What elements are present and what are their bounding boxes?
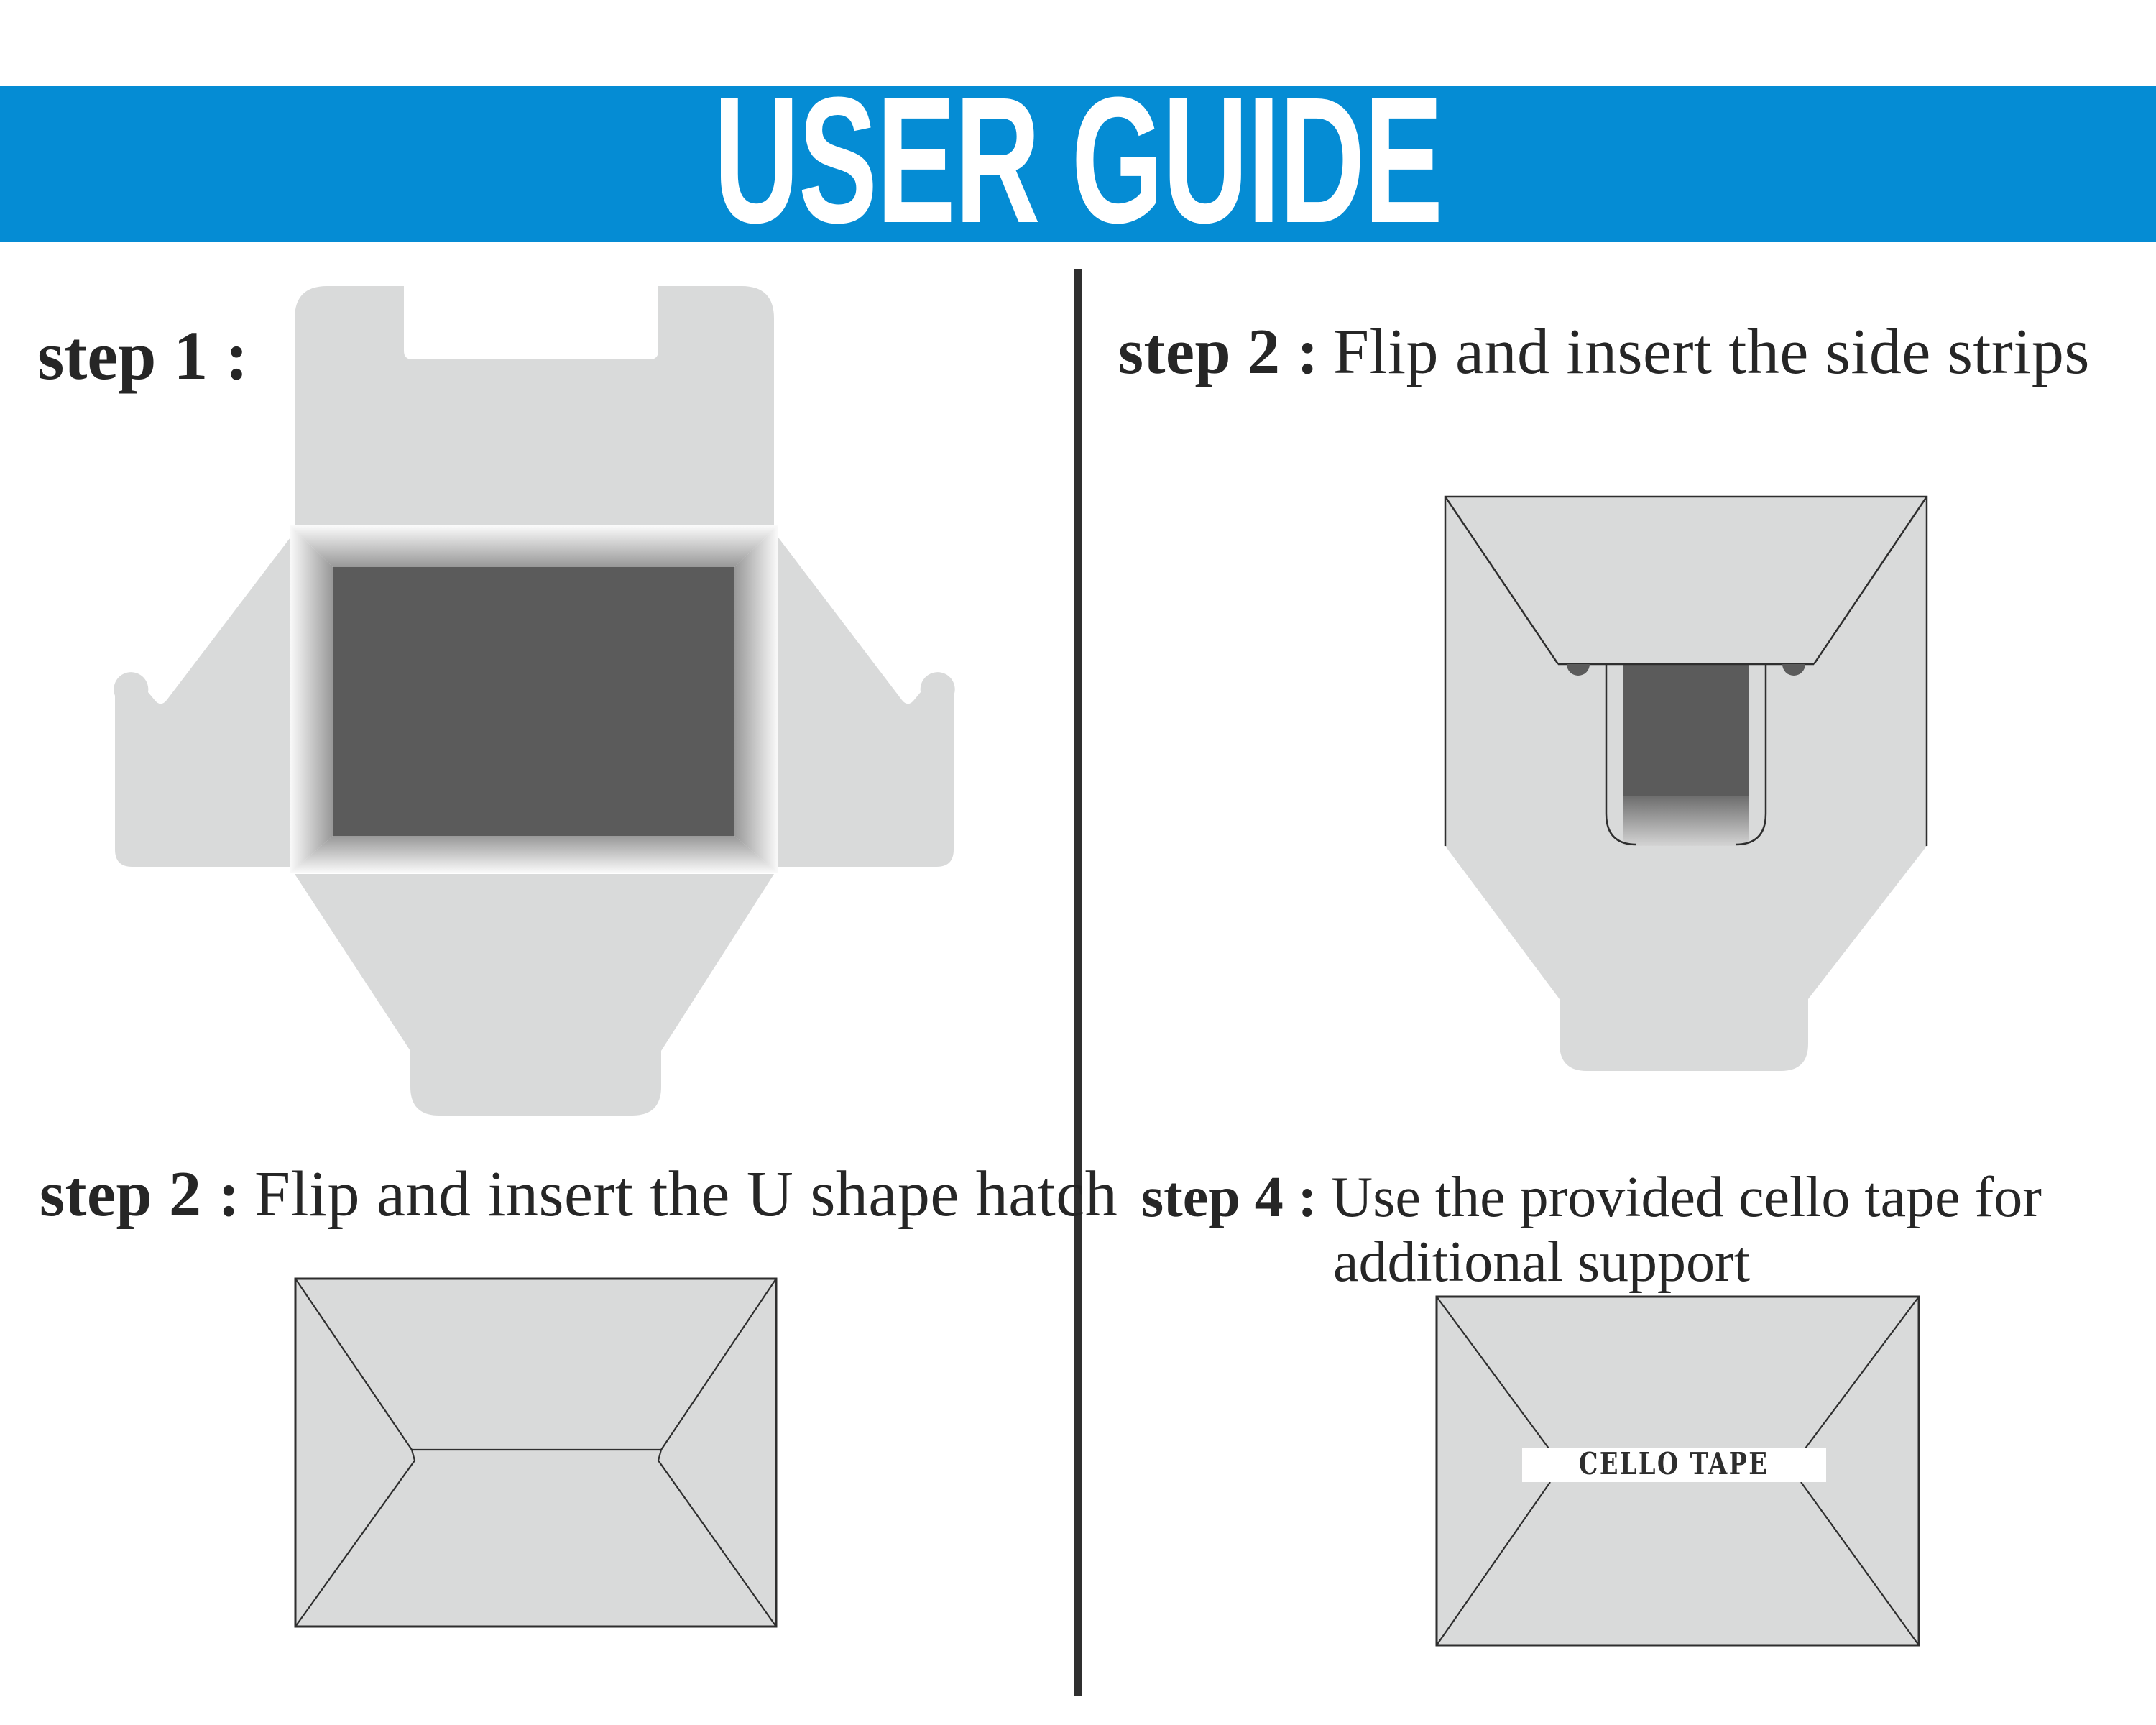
step2-right-label-prefix: step 2 : [1118,316,1319,387]
step2-left-label-prefix: step 2 : [40,1159,240,1230]
box-wall-left [290,525,333,873]
step4-label-line1 [1141,1166,2042,1229]
step2-diagram-side-strips [1423,480,1943,1088]
left-wing-flap [114,532,295,867]
step2-right-label [1118,316,2090,387]
step1-diagram-unfolded-box [101,279,967,1121]
header-band [0,60,2156,260]
step4-label-text2: additional support [1333,1230,1750,1294]
box-interior [333,567,734,836]
step1-label-prefix: step 1 : [37,317,249,394]
divider-line [1074,269,1082,1696]
step4-diagram-cello-tape [1430,1290,1926,1652]
bottom-flap [295,874,774,1116]
step2-left-label [40,1159,1118,1230]
bottom-flap [1445,846,1927,1071]
slot-opening-fade [1623,796,1749,846]
step4-label-line2 [1333,1230,1750,1294]
step2-right-label-text: Flip and insert the side strips [1332,316,2090,387]
box-wall-right [734,525,778,873]
box-wall-top [290,525,778,567]
right-wing-flap [774,532,955,867]
step2-diagram-u-shape-hatch [289,1272,783,1633]
closed-box-face [295,1279,776,1627]
step4-label-prefix: step 4 : [1141,1166,1317,1229]
cello-tape-label: CELLO TAPE [1578,1445,1769,1481]
page-title: USER GUIDE [714,60,1442,260]
step4-label-text1: Use the provided cello tape for [1331,1166,2042,1229]
top-flap [295,286,774,532]
slot-opening [1623,664,1749,799]
step2-left-label-text: Flip and insert the U shape hatch [254,1159,1118,1230]
box-wall-bottom [290,836,778,873]
